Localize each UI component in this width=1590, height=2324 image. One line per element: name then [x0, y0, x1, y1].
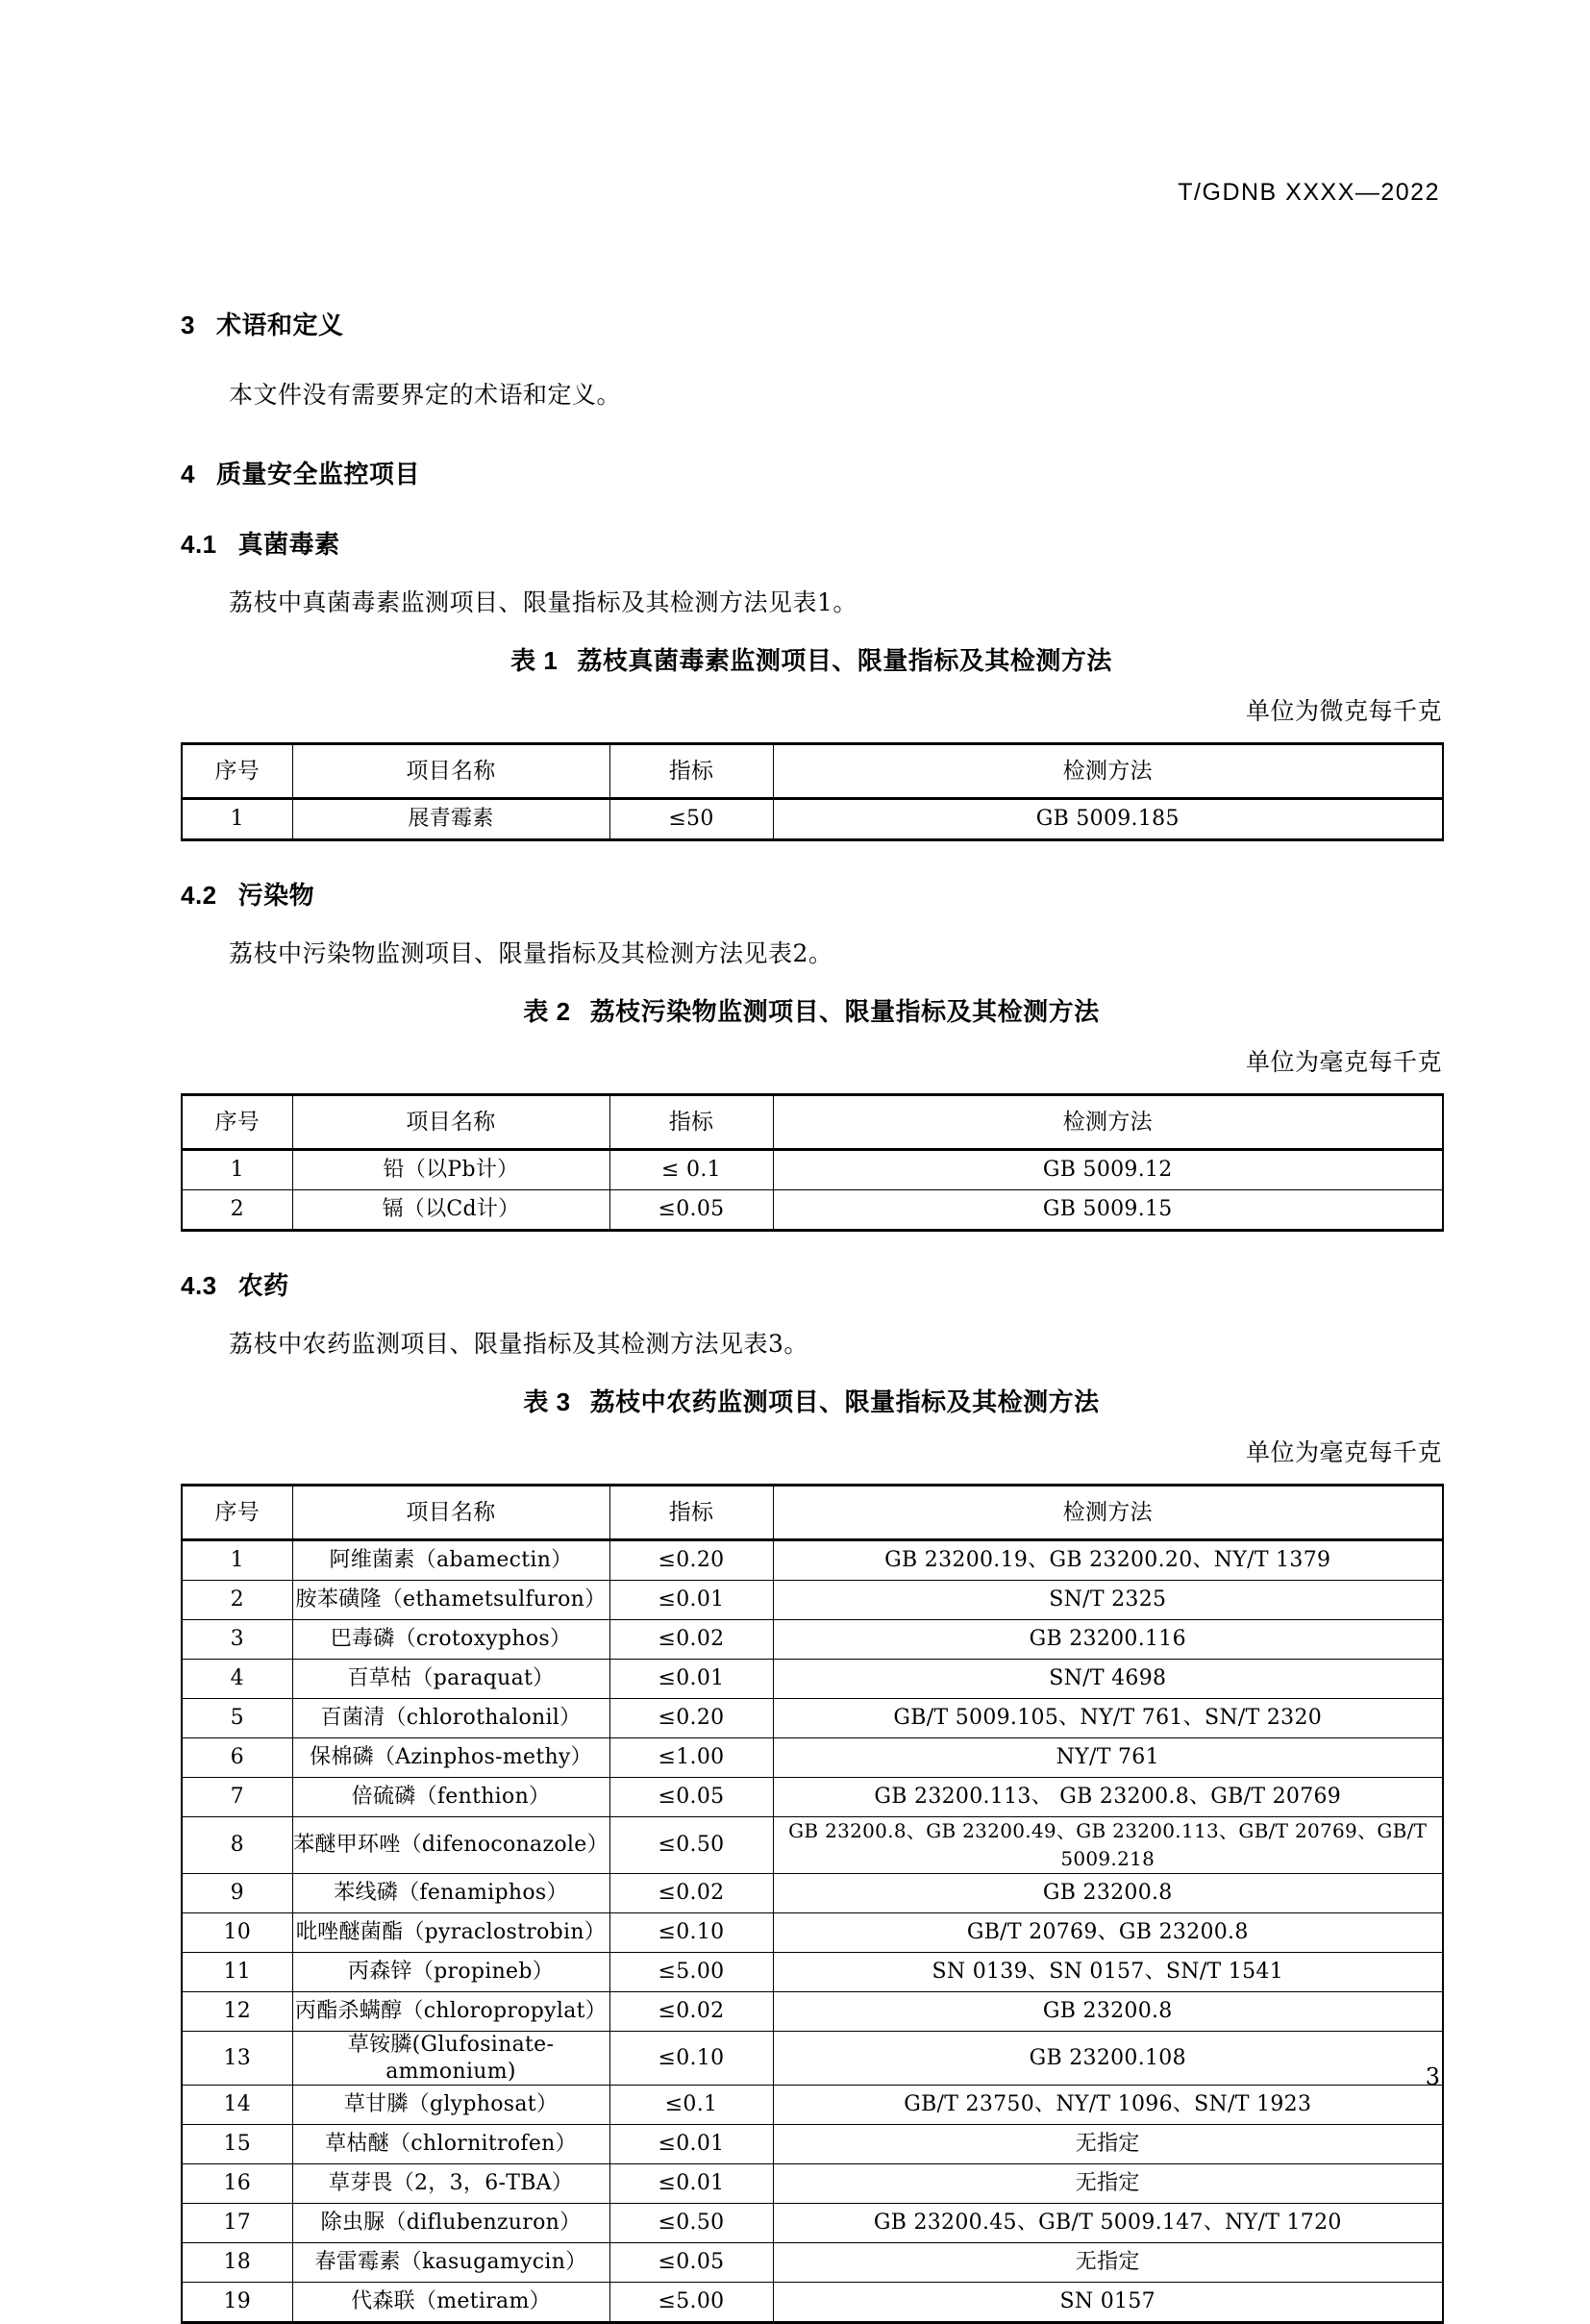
cell-no: 17 [182, 2204, 292, 2243]
heading-subclause-4-3 [181, 1266, 1442, 1302]
subclause-4-2-body: 荔枝中污染物监测项目、限量指标及其检测方法见表2。 [229, 939, 833, 967]
column-header-name: 项目名称 [292, 744, 609, 799]
spacer [181, 341, 1442, 376]
table-row [182, 2164, 1443, 2204]
cell-method: GB/T 5009.105、NY/T 761、SN/T 2320 [773, 1699, 1443, 1738]
cell-spec: ≤0.05 [609, 1778, 773, 1817]
spacer [181, 1418, 1442, 1434]
table-row [182, 1913, 1443, 1953]
cell-method: GB/T 23750、NY/T 1096、SN/T 1923 [773, 2086, 1443, 2125]
table-1-caption [181, 641, 1442, 677]
table-row [182, 2283, 1443, 2323]
cell-method: GB 23200.108 [773, 2032, 1443, 2086]
table-2-unit: 单位为毫克每千克 [1245, 1048, 1442, 1076]
table-1-fungal-toxins [181, 742, 1444, 841]
cell-method: GB 23200.116 [773, 1620, 1443, 1660]
cell-name: 展青霉素 [292, 799, 609, 840]
cell-no: 11 [182, 1953, 292, 1992]
cell-no: 5 [182, 1699, 292, 1738]
column-header-spec: 指标 [609, 744, 773, 799]
table-row [182, 2243, 1443, 2283]
subclause-4-2-title: 污染物 [237, 881, 315, 910]
table-row [182, 1660, 1443, 1699]
cell-name: 除虫脲（diflubenzuron） [292, 2204, 609, 2243]
table-row [182, 2086, 1443, 2125]
cell-name: 巴毒磷（crotoxyphos） [292, 1620, 609, 1660]
cell-spec: ≤0.10 [609, 1913, 773, 1953]
table-3-caption-number: 表 3 [523, 1387, 571, 1416]
cell-method: 无指定 [773, 2243, 1443, 2283]
cell-spec: ≤ 0.1 [609, 1150, 773, 1190]
spacer [181, 1232, 1442, 1266]
spacer [181, 561, 1442, 584]
spacer [181, 490, 1442, 525]
table-header-row [182, 744, 1443, 799]
spacer [181, 677, 1442, 692]
spacer [181, 727, 1442, 742]
table-row [182, 1874, 1443, 1913]
cell-name: 丙酯杀螨醇（chloropropylat） [292, 1992, 609, 2032]
cell-name: 草枯醚（chlornitrofen） [292, 2125, 609, 2164]
cell-name: 阿维菌素（abamectin） [292, 1540, 609, 1581]
spacer [181, 618, 1442, 641]
cell-name: 草甘膦（glyphosat） [292, 2086, 609, 2125]
spacer [181, 1302, 1442, 1325]
cell-method: 无指定 [773, 2164, 1443, 2204]
cell-method: GB 5009.12 [773, 1150, 1443, 1190]
cell-no: 19 [182, 2283, 292, 2323]
spacer [181, 912, 1442, 935]
cell-spec: ≤0.01 [609, 1581, 773, 1620]
heading-clause-4 [181, 455, 1442, 490]
cell-name: 吡唑醚菌酯（pyraclostrobin） [292, 1913, 609, 1953]
document-number-header: T/GDNB XXXX—2022 [1178, 179, 1440, 206]
subclause-4-1-number: 4.1 [181, 530, 217, 559]
table-3-pesticides [181, 1484, 1444, 2324]
cell-method: NY/T 761 [773, 1738, 1443, 1778]
table-row [182, 1992, 1443, 2032]
cell-spec: ≤5.00 [609, 1953, 773, 1992]
table-header-row [182, 1486, 1443, 1540]
cell-spec: ≤0.02 [609, 1992, 773, 2032]
cell-no: 10 [182, 1913, 292, 1953]
spacer [181, 1028, 1442, 1043]
table-row [182, 1581, 1443, 1620]
column-header-name: 项目名称 [292, 1486, 609, 1540]
cell-spec: ≤0.01 [609, 2125, 773, 2164]
cell-no: 2 [182, 1190, 292, 1231]
cell-no: 13 [182, 2032, 292, 2086]
cell-no: 12 [182, 1992, 292, 2032]
spacer [181, 1078, 1442, 1093]
cell-no: 8 [182, 1817, 292, 1874]
column-header-name: 项目名称 [292, 1095, 609, 1150]
subclause-4-1-title: 真菌毒素 [237, 530, 340, 559]
table-row [182, 1190, 1443, 1231]
subclause-4-1-body: 荔枝中真菌毒素监测项目、限量指标及其检测方法见表1。 [229, 588, 857, 616]
cell-method: SN/T 4698 [773, 1660, 1443, 1699]
clause-4-number: 4 [181, 460, 195, 488]
cell-spec: ≤0.01 [609, 1660, 773, 1699]
cell-method: GB 5009.185 [773, 799, 1443, 840]
spacer [181, 1468, 1442, 1484]
cell-spec: ≤5.00 [609, 2283, 773, 2323]
table-row [182, 1953, 1443, 1992]
heading-subclause-4-2 [181, 876, 1442, 912]
table-2-caption [181, 992, 1442, 1028]
cell-method: GB 23200.113、 GB 23200.8、GB/T 20769 [773, 1778, 1443, 1817]
cell-method: GB 23200.8、GB 23200.49、GB 23200.113、GB/T 20769、GB/T 5009.218 [773, 1817, 1443, 1874]
column-header-method: 检测方法 [773, 744, 1443, 799]
cell-no: 4 [182, 1660, 292, 1699]
cell-spec: ≤0.05 [609, 1190, 773, 1231]
cell-name: 代森联（metiram） [292, 2283, 609, 2323]
column-header-spec: 指标 [609, 1486, 773, 1540]
cell-no: 7 [182, 1778, 292, 1817]
table-1-caption-number: 表 1 [510, 646, 559, 675]
column-header-no: 序号 [182, 1095, 292, 1150]
subclause-4-3-body: 荔枝中农药监测项目、限量指标及其检测方法见表3。 [229, 1330, 808, 1358]
page-number: 3 [1425, 2063, 1440, 2090]
heading-clause-3 [181, 306, 1442, 341]
cell-name: 倍硫磷（fenthion） [292, 1778, 609, 1817]
cell-no: 14 [182, 2086, 292, 2125]
clause-3-number: 3 [181, 311, 195, 339]
spacer [181, 841, 1442, 876]
cell-method: GB 23200.45、GB/T 5009.147、NY/T 1720 [773, 2204, 1443, 2243]
cell-no: 2 [182, 1581, 292, 1620]
cell-method: SN 0157 [773, 2283, 1443, 2323]
column-header-method: 检测方法 [773, 1095, 1443, 1150]
cell-name: 草铵膦(Glufosinate-ammonium) [292, 2032, 609, 2086]
cell-name: 镉（以Cd计） [292, 1190, 609, 1231]
table-header-row [182, 1095, 1443, 1150]
cell-spec: ≤1.00 [609, 1738, 773, 1778]
table-2-contaminants [181, 1093, 1444, 1232]
clause-3-body: 本文件没有需要界定的术语和定义。 [229, 381, 622, 409]
cell-name: 保棉磷（Azinphos-methy） [292, 1738, 609, 1778]
column-header-no: 序号 [182, 1486, 292, 1540]
subclause-4-3-number: 4.3 [181, 1271, 217, 1300]
cell-no: 9 [182, 1874, 292, 1913]
table-3-unit: 单位为毫克每千克 [1245, 1438, 1442, 1466]
cell-spec: ≤0.10 [609, 2032, 773, 2086]
table-row [182, 1699, 1443, 1738]
table-1-caption-title: 荔枝真菌毒素监测项目、限量指标及其检测方法 [577, 646, 1112, 675]
spacer [181, 969, 1442, 992]
cell-no: 3 [182, 1620, 292, 1660]
cell-no: 15 [182, 2125, 292, 2164]
clause-3-title: 术语和定义 [215, 311, 344, 339]
cell-spec: ≤0.20 [609, 1540, 773, 1581]
table-row [182, 1540, 1443, 1581]
column-header-method: 检测方法 [773, 1486, 1443, 1540]
table-row [182, 799, 1443, 840]
cell-method: GB 23200.8 [773, 1874, 1443, 1913]
cell-name: 草芽畏（2，3，6-TBA） [292, 2164, 609, 2204]
subclause-4-2-number: 4.2 [181, 881, 217, 910]
heading-subclause-4-1 [181, 525, 1442, 561]
cell-no: 1 [182, 799, 292, 840]
table-row [182, 1817, 1443, 1874]
cell-spec: ≤0.01 [609, 2164, 773, 2204]
column-header-spec: 指标 [609, 1095, 773, 1150]
cell-method: SN/T 2325 [773, 1581, 1443, 1620]
cell-method: 无指定 [773, 2125, 1443, 2164]
cell-name: 苯线磷（fenamiphos） [292, 1874, 609, 1913]
cell-spec: ≤0.02 [609, 1620, 773, 1660]
table-2-caption-number: 表 2 [523, 997, 571, 1026]
cell-name: 百草枯（paraquat） [292, 1660, 609, 1699]
cell-method: GB 23200.8 [773, 1992, 1443, 2032]
cell-no: 1 [182, 1150, 292, 1190]
cell-no: 1 [182, 1540, 292, 1581]
cell-name: 铅（以Pb计） [292, 1150, 609, 1190]
cell-spec: ≤0.20 [609, 1699, 773, 1738]
cell-spec: ≤0.02 [609, 1874, 773, 1913]
cell-method: GB 23200.19、GB 23200.20、NY/T 1379 [773, 1540, 1443, 1581]
cell-name: 春雷霉素（kasugamycin） [292, 2243, 609, 2283]
cell-method: GB/T 20769、GB 23200.8 [773, 1913, 1443, 1953]
column-header-no: 序号 [182, 744, 292, 799]
table-3-caption-title: 荔枝中农药监测项目、限量指标及其检测方法 [589, 1387, 1100, 1416]
cell-no: 6 [182, 1738, 292, 1778]
table-2-caption-title: 荔枝污染物监测项目、限量指标及其检测方法 [589, 997, 1100, 1026]
cell-name: 百菌清（chlorothalonil） [292, 1699, 609, 1738]
cell-no: 16 [182, 2164, 292, 2204]
table-3-caption [181, 1383, 1442, 1418]
table-row [182, 1150, 1443, 1190]
page-content [181, 306, 1442, 2324]
table-row [182, 1620, 1443, 1660]
spacer [181, 411, 1442, 455]
clause-4-title: 质量安全监控项目 [215, 460, 420, 488]
cell-name: 胺苯磺隆（ethametsulfuron） [292, 1581, 609, 1620]
cell-name: 丙森锌（propineb） [292, 1953, 609, 1992]
table-1-unit: 单位为微克每千克 [1245, 697, 1442, 725]
table-row [182, 2032, 1443, 2086]
cell-spec: ≤0.50 [609, 2204, 773, 2243]
table-row [182, 1738, 1443, 1778]
table-row [182, 2125, 1443, 2164]
cell-name: 苯醚甲环唑（difenoconazole） [292, 1817, 609, 1874]
cell-no: 18 [182, 2243, 292, 2283]
cell-spec: ≤0.05 [609, 2243, 773, 2283]
cell-spec: ≤50 [609, 799, 773, 840]
cell-method: SN 0139、SN 0157、SN/T 1541 [773, 1953, 1443, 1992]
subclause-4-3-title: 农药 [237, 1271, 289, 1300]
spacer [181, 1360, 1442, 1383]
table-row [182, 1778, 1443, 1817]
cell-spec: ≤0.1 [609, 2086, 773, 2125]
table-row [182, 2204, 1443, 2243]
cell-spec: ≤0.50 [609, 1817, 773, 1874]
cell-method: GB 5009.15 [773, 1190, 1443, 1231]
